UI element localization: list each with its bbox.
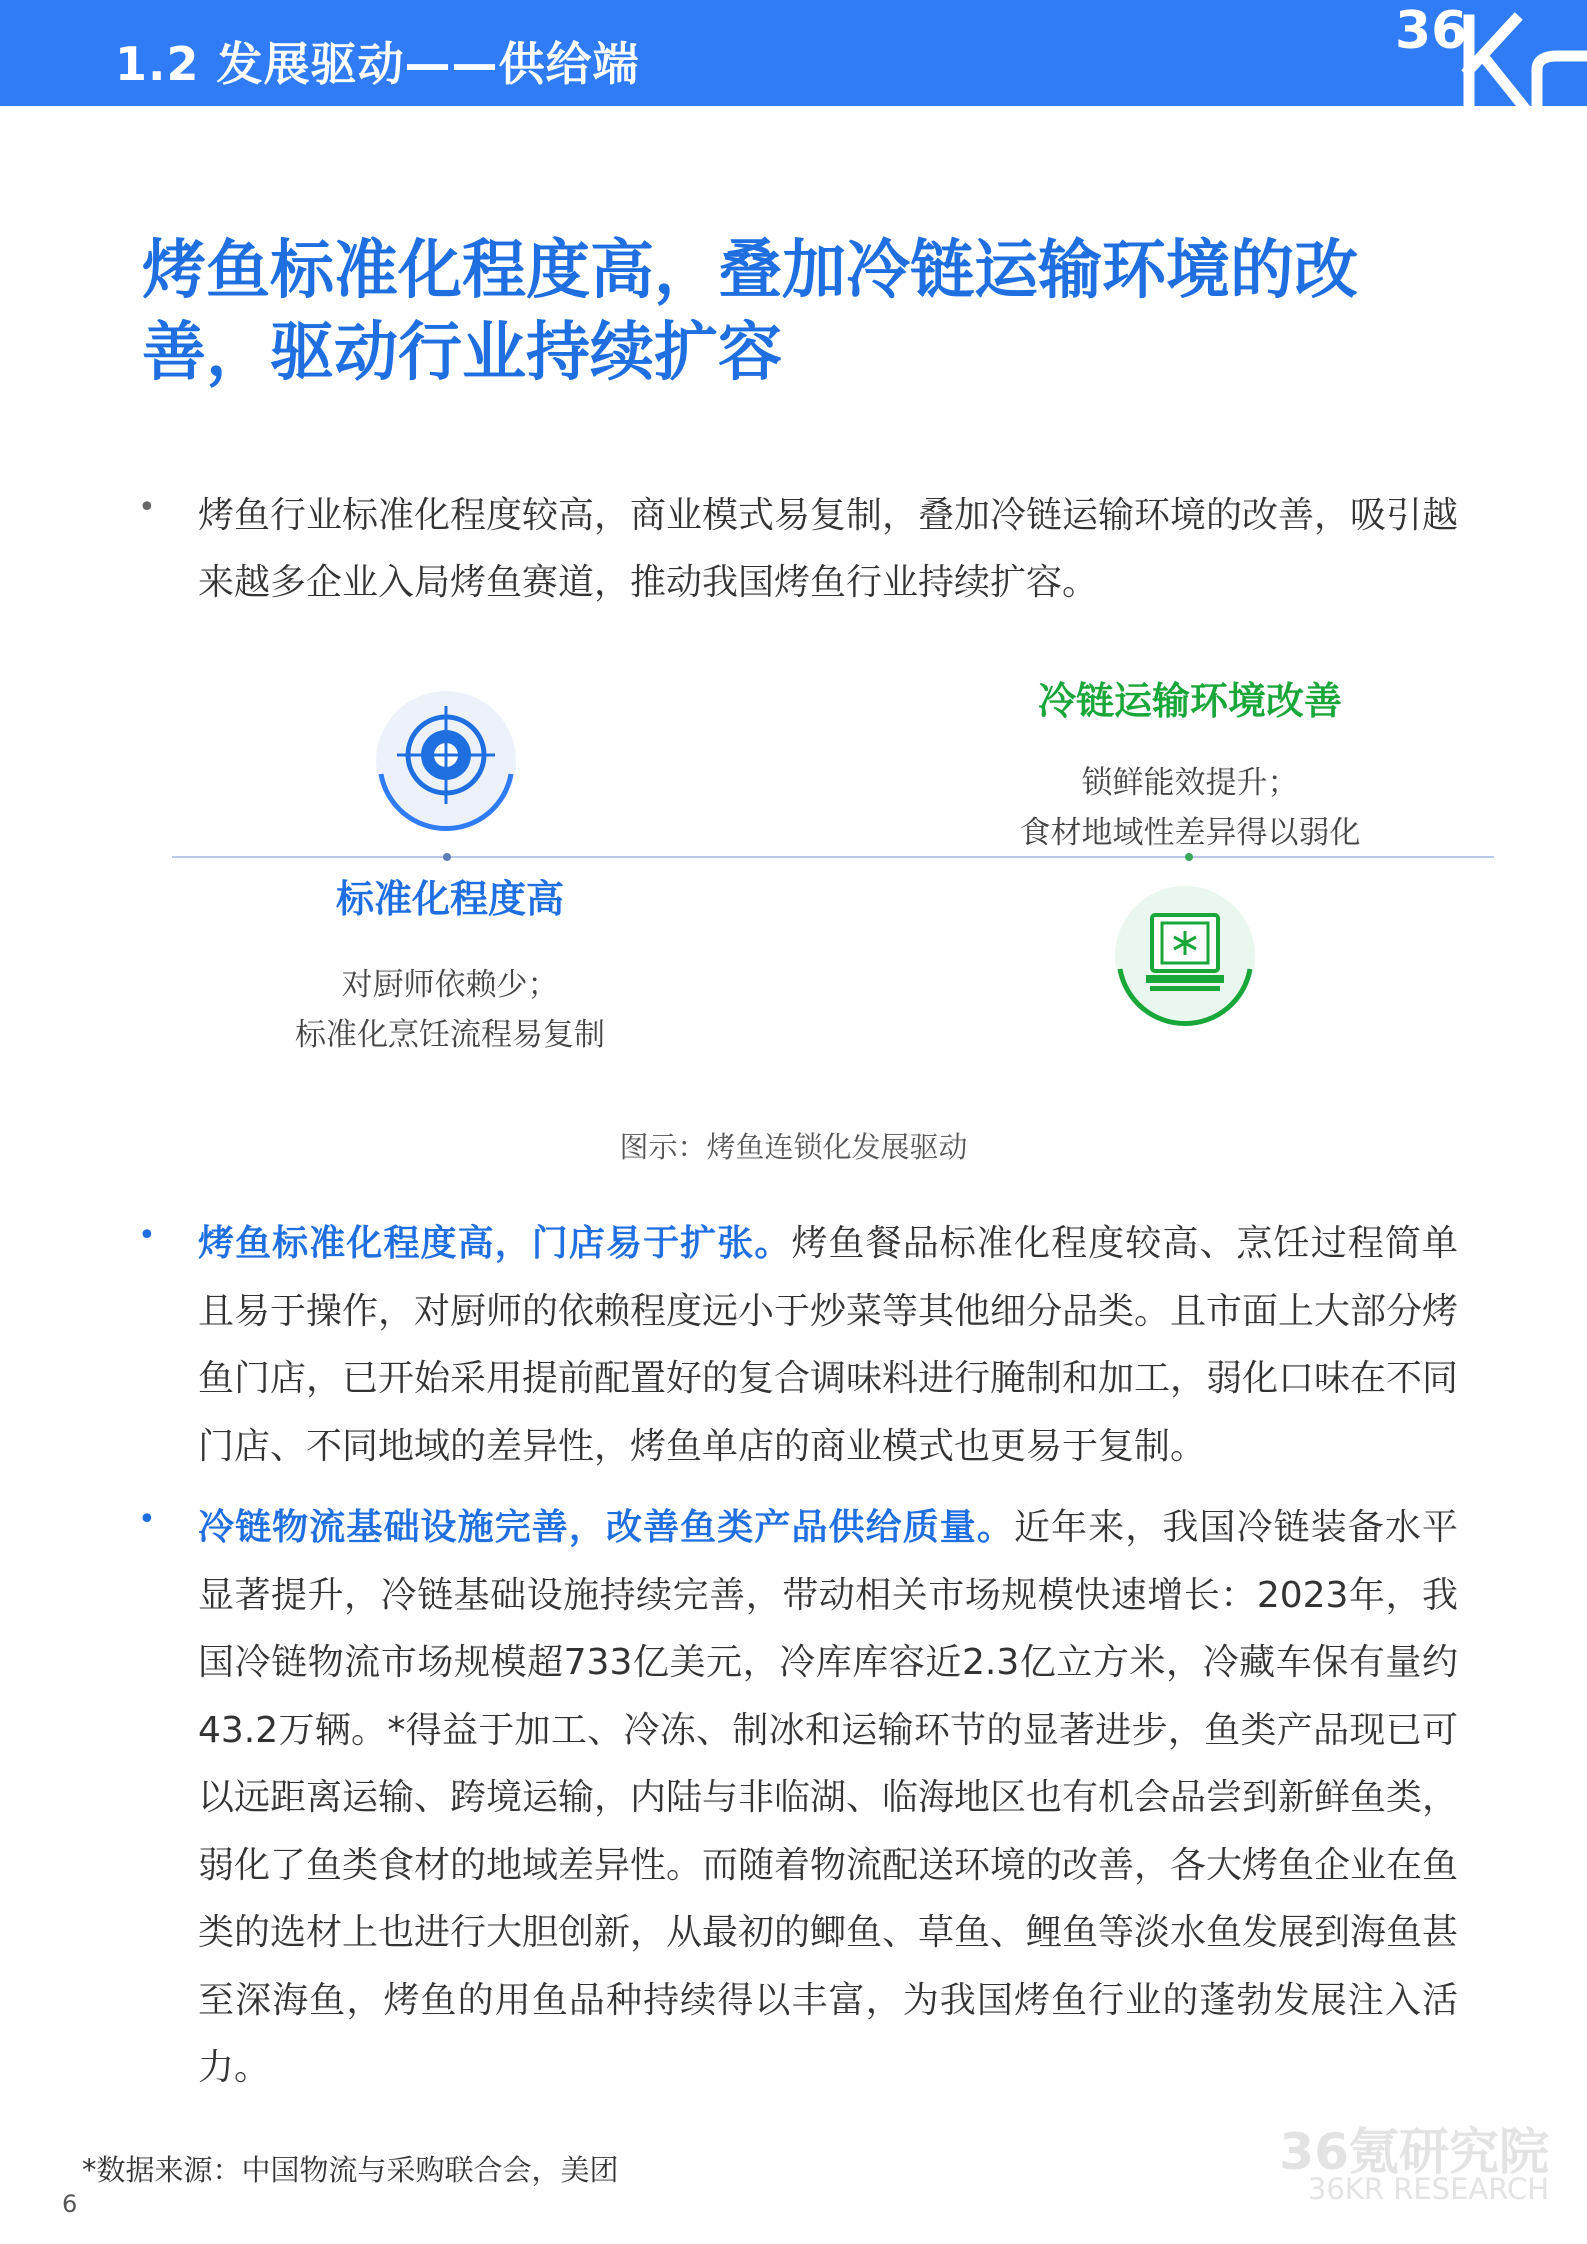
paragraph-lead: 烤鱼标准化程度高，门店易于扩张。	[198, 1223, 792, 1264]
paragraph-lead: 冷链物流基础设施完善，改善鱼类产品供给质量。	[198, 1507, 1014, 1548]
36kr-logo	[1387, 0, 1587, 106]
left-driver-desc	[200, 960, 700, 1060]
bullet-dot: •	[138, 490, 156, 525]
watermark-subtitle: 36KR RESEARCH	[1307, 2172, 1549, 2206]
paragraph-body: 烤鱼餐品标准化程度较高、烹饪过程简单且易于操作，对厨师的依赖程度远小于炒菜等其他细分品类。且市面上大部分烤鱼门店，已开始采用提前配置好的复合调味料进行腌制和加工，弱化口味在不同门店、不同地域的差异性，烤鱼单店的商业模式也更易于复制。	[198, 1223, 1459, 1467]
freezer-icon	[1112, 883, 1258, 1033]
header-bar	[0, 0, 1587, 106]
right-driver-desc	[940, 758, 1440, 858]
page-number: 6	[62, 2190, 78, 2218]
section-title: 1.2 发展驱动——供给端	[115, 37, 640, 91]
paragraph-body: 近年来，我国冷链装备水平显著提升，冷链基础设施持续完善，带动相关市场规模快速增长：2023年，我国冷链物流市场规模超733亿美元，冷库库容近2.3亿立方米，冷藏车保有量约43.2万辆。*得益于加工、冷冻、制冰和运输环节的显著进步，鱼类产品现已可以远距离运输、跨境运输，内陆与非临湖、临海地区也有机会品尝到新鲜鱼类，弱化了鱼类食材的地域差异性。而随着物流配送环境的改善，各大烤鱼企业在鱼类的选材上也进行大胆创新，从最初的鲫鱼、草鱼、鲤鱼等淡水鱼发展到海鱼甚至深海鱼，烤鱼的用鱼品种持续得以丰富，为我国烤鱼行业的蓬勃发展注入活力。	[198, 1507, 1459, 2088]
intro-text: 烤鱼行业标准化程度较高，商业模式易复制，叠加冷链运输环境的改善，吸引越来越多企业入局烤鱼赛道，推动我国烤鱼行业持续扩容。	[198, 495, 1459, 603]
diagram-caption: 图示：烤鱼连锁化发展驱动	[619, 1130, 968, 1164]
bullet-dot: •	[138, 1502, 156, 1537]
data-source-note: *数据来源：中国物流与采购联合会，美团	[82, 2153, 619, 2187]
watermark-title: 36氪研究院	[1279, 2123, 1549, 2181]
left-driver-title: 标准化程度高	[335, 877, 564, 921]
left-desc-line-2: 标准化烹饪流程易复制	[295, 1017, 605, 1053]
svg-text:36: 36	[1395, 1, 1468, 61]
left-desc-line-1: 对厨师依赖少；	[341, 967, 559, 1003]
right-driver-title: 冷链运输环境改善	[1037, 679, 1342, 723]
main-title: 烤鱼标准化程度高，叠加冷链运输环境的改善，驱动行业持续扩容	[142, 234, 1358, 390]
paragraph-standardization	[198, 1210, 1458, 1480]
right-desc-line-1: 锁鲜能效提升；	[1081, 765, 1299, 801]
right-desc-line-2: 食材地域性差异得以弱化	[1019, 815, 1361, 851]
driver-diagram	[0, 640, 1587, 1200]
target-icon	[373, 688, 519, 838]
paragraph-cold-chain	[198, 1494, 1458, 2102]
timeline-marker-left	[443, 853, 451, 861]
bullet-dot: •	[138, 1218, 156, 1253]
